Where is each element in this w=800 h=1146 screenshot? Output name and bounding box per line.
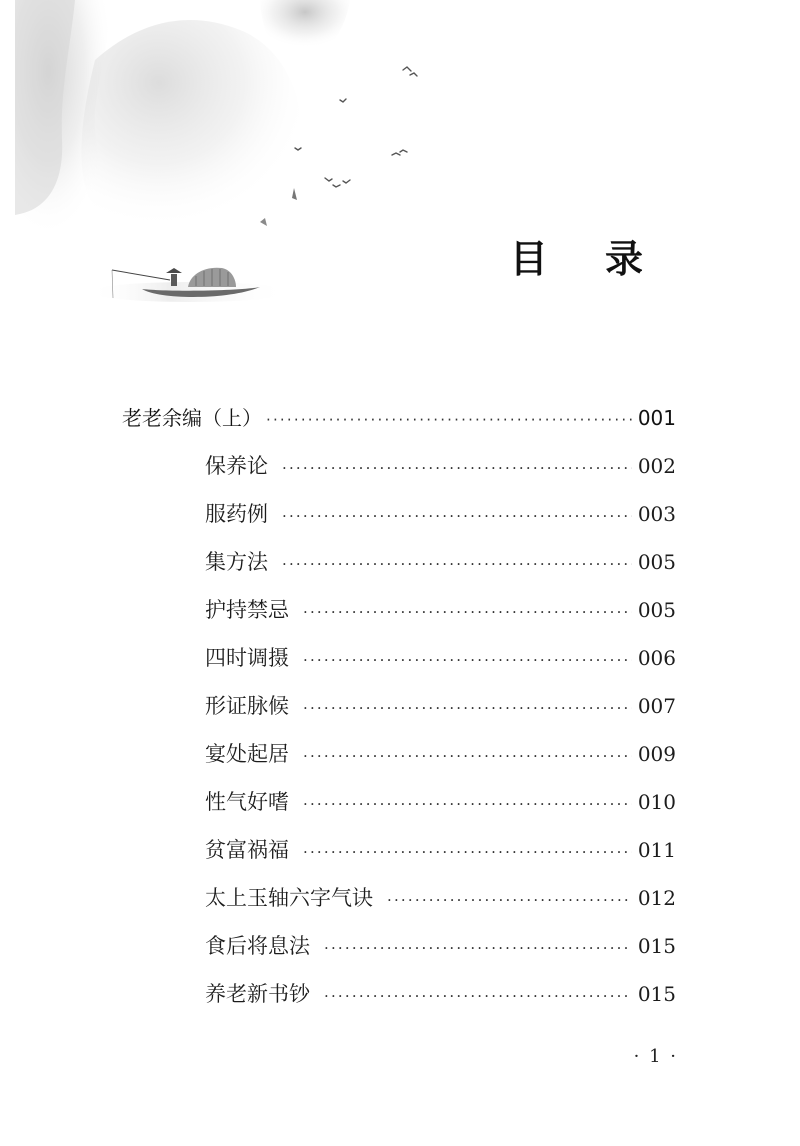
dot-leader xyxy=(324,987,632,1005)
toc-entry[interactable] xyxy=(205,450,676,480)
toc-entry-label: 保养论 xyxy=(205,454,268,478)
toc-entry-label: 太上玉轴六字气诀 xyxy=(205,886,373,910)
dot-leader xyxy=(303,699,632,717)
dot-leader xyxy=(303,651,632,669)
toc-entry-label: 服药例 xyxy=(205,502,268,526)
toc-entry[interactable] xyxy=(205,930,676,960)
toc-entry[interactable] xyxy=(205,546,676,576)
dot-leader xyxy=(303,747,632,765)
toc-part-page: 001 xyxy=(637,406,676,430)
toc-entry-label: 食后将息法 xyxy=(205,934,310,958)
toc-entry-page: 002 xyxy=(637,454,676,478)
toc-part-label: 老老余编（上） xyxy=(122,406,262,430)
toc-entry[interactable] xyxy=(205,642,676,672)
toc-entry-label: 护持禁忌 xyxy=(205,598,289,622)
toc-entry[interactable] xyxy=(205,834,676,864)
toc-entry-page: 007 xyxy=(637,694,676,718)
dot-leader xyxy=(282,459,632,477)
toc-entry-label: 集方法 xyxy=(205,550,268,574)
toc-entry-label: 贫富祸福 xyxy=(205,838,289,862)
toc-entry-page: 003 xyxy=(637,502,676,526)
dot-leader xyxy=(282,507,632,525)
toc-entry-label: 四时调摄 xyxy=(205,646,289,670)
toc-entry-page: 009 xyxy=(637,742,676,766)
dot-leader xyxy=(266,411,636,429)
toc-entry-page: 010 xyxy=(637,790,676,814)
dot-leader xyxy=(303,795,632,813)
dot-leader xyxy=(324,939,632,957)
toc-entry-page: 005 xyxy=(637,550,676,574)
toc-entry-label: 养老新书钞 xyxy=(205,982,310,1006)
toc-entry[interactable] xyxy=(205,498,676,528)
page-number: · 1 · xyxy=(633,1046,678,1067)
toc-entry[interactable] xyxy=(205,978,676,1008)
toc-entry-page: 006 xyxy=(637,646,676,670)
toc-entry-label: 宴处起居 xyxy=(205,742,289,766)
page-title: 目 录 xyxy=(509,237,665,281)
dot-leader xyxy=(303,603,632,621)
ink-landscape-illustration xyxy=(0,0,460,320)
toc-entry[interactable] xyxy=(205,594,676,624)
toc-entry-page: 005 xyxy=(637,598,676,622)
toc-entry-page: 015 xyxy=(637,982,676,1006)
toc-entry-label: 形证脉候 xyxy=(205,694,289,718)
dot-leader xyxy=(303,843,632,861)
dot-leader xyxy=(282,555,632,573)
toc-entry-page: 015 xyxy=(637,934,676,958)
toc-entry[interactable] xyxy=(205,882,676,912)
dot-leader xyxy=(387,891,632,909)
toc-entry[interactable] xyxy=(205,690,676,720)
toc-entry[interactable] xyxy=(205,738,676,768)
toc-entry-label: 性气好嗜 xyxy=(205,790,289,814)
toc-entry-page: 012 xyxy=(637,886,676,910)
toc-part-entry[interactable] xyxy=(122,402,676,431)
toc-entry[interactable] xyxy=(205,786,676,816)
toc-entry-page: 011 xyxy=(637,838,676,862)
